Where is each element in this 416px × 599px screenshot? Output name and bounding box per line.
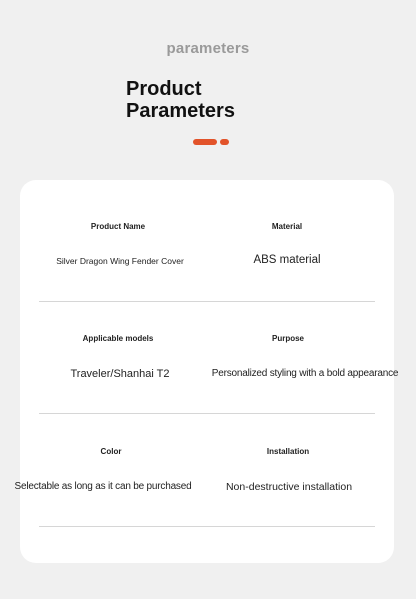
param-value-applicable-models: Traveler/Shanhai T2 (70, 368, 170, 380)
title-line-1: Product (126, 78, 202, 100)
param-value-material: ABS material (253, 254, 321, 266)
title-line-2: Parameters (126, 100, 235, 122)
row-divider-2 (39, 413, 375, 414)
row-divider-3 (39, 526, 375, 527)
param-label-product-name: Product Name (90, 222, 146, 231)
param-label-installation: Installation (266, 447, 310, 456)
param-value-color: Selectable as long as it can be purchased (14, 481, 192, 492)
row-divider-1 (39, 301, 375, 302)
param-label-purpose: Purpose (271, 334, 305, 343)
section-eyebrow: parameters (166, 40, 250, 57)
page-title (126, 78, 235, 122)
param-value-installation: Non-destructive installation (225, 481, 353, 493)
param-value-product-name: Silver Dragon Wing Fender Cover (56, 256, 184, 266)
param-label-applicable-models: Applicable models (82, 334, 154, 343)
param-label-color: Color (100, 447, 122, 456)
accent-dot (220, 139, 229, 145)
accent-bar (193, 139, 217, 145)
param-value-purpose: Personalized styling with a bold appearance (211, 368, 399, 379)
param-label-material: Material (271, 222, 303, 231)
